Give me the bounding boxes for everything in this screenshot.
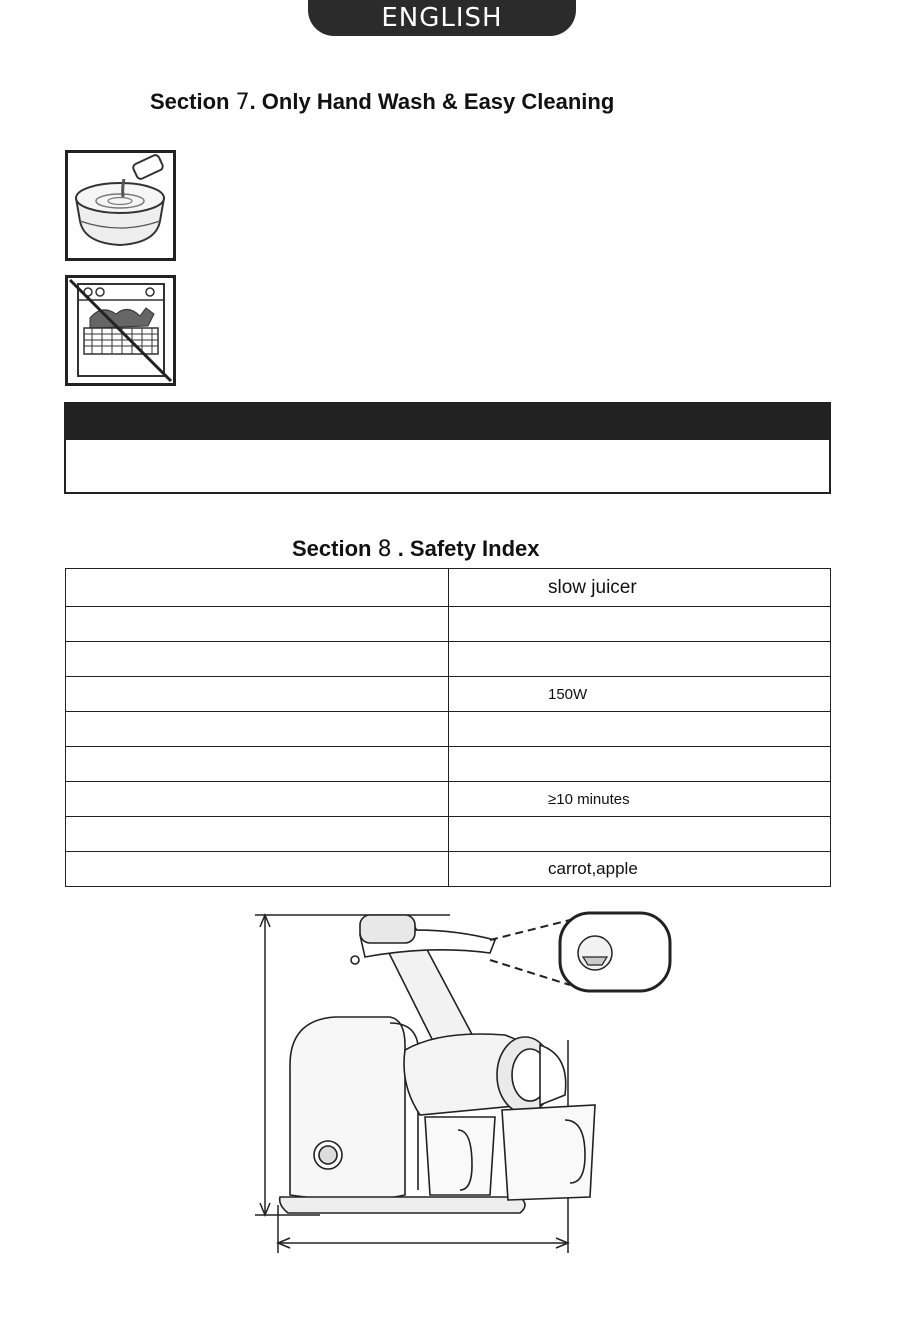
- pulp-cup: [502, 1105, 595, 1200]
- table-row: [66, 677, 831, 712]
- table-row: [66, 782, 831, 817]
- table-row: [66, 607, 831, 642]
- row-label: [66, 569, 449, 607]
- row-value: ≥10 minutes: [449, 782, 831, 817]
- row-label: [66, 677, 449, 712]
- language-tab: ENGLISH: [308, 0, 576, 36]
- notice-text: [66, 440, 829, 456]
- section-8-number: 8: [377, 537, 392, 562]
- section-8-suffix: . Safety Index: [391, 536, 540, 561]
- row-value: carrot,apple: [449, 852, 831, 887]
- cleaning-notice-box: [64, 402, 831, 494]
- section-8-prefix: Section: [292, 536, 378, 561]
- row-label: [66, 852, 449, 887]
- section-8-title: [292, 536, 540, 562]
- table-row: [66, 852, 831, 887]
- juice-cup: [425, 1117, 495, 1195]
- row-value: slow juicer: [449, 569, 831, 607]
- slow-juicer-illustration: [240, 905, 680, 1270]
- section-7-number: 7: [235, 90, 250, 115]
- table-row: [66, 569, 831, 607]
- row-value: [449, 712, 831, 747]
- row-label: [66, 642, 449, 677]
- row-value: [449, 642, 831, 677]
- row-value: [449, 607, 831, 642]
- auger-housing: [404, 1034, 566, 1115]
- table-row: [66, 747, 831, 782]
- row-label: [66, 607, 449, 642]
- row-label: [66, 747, 449, 782]
- table-row: [66, 712, 831, 747]
- no-dishwasher-icon: [65, 275, 176, 386]
- row-label: [66, 817, 449, 852]
- lid-detail-callout: [490, 913, 670, 991]
- notice-heading: [66, 404, 829, 440]
- safety-index-table: [65, 568, 831, 887]
- table-row: [66, 642, 831, 677]
- section-7-title: [150, 89, 614, 115]
- row-label: [66, 782, 449, 817]
- row-value: [449, 747, 831, 782]
- section-7-suffix: . Only Hand Wash & Easy Cleaning: [249, 89, 615, 114]
- row-value: 150W: [449, 677, 831, 712]
- section-7-prefix: Section: [150, 89, 236, 114]
- table-row: [66, 817, 831, 852]
- row-label: [66, 712, 449, 747]
- row-value: [449, 817, 831, 852]
- hand-wash-bowl-icon: [65, 150, 176, 261]
